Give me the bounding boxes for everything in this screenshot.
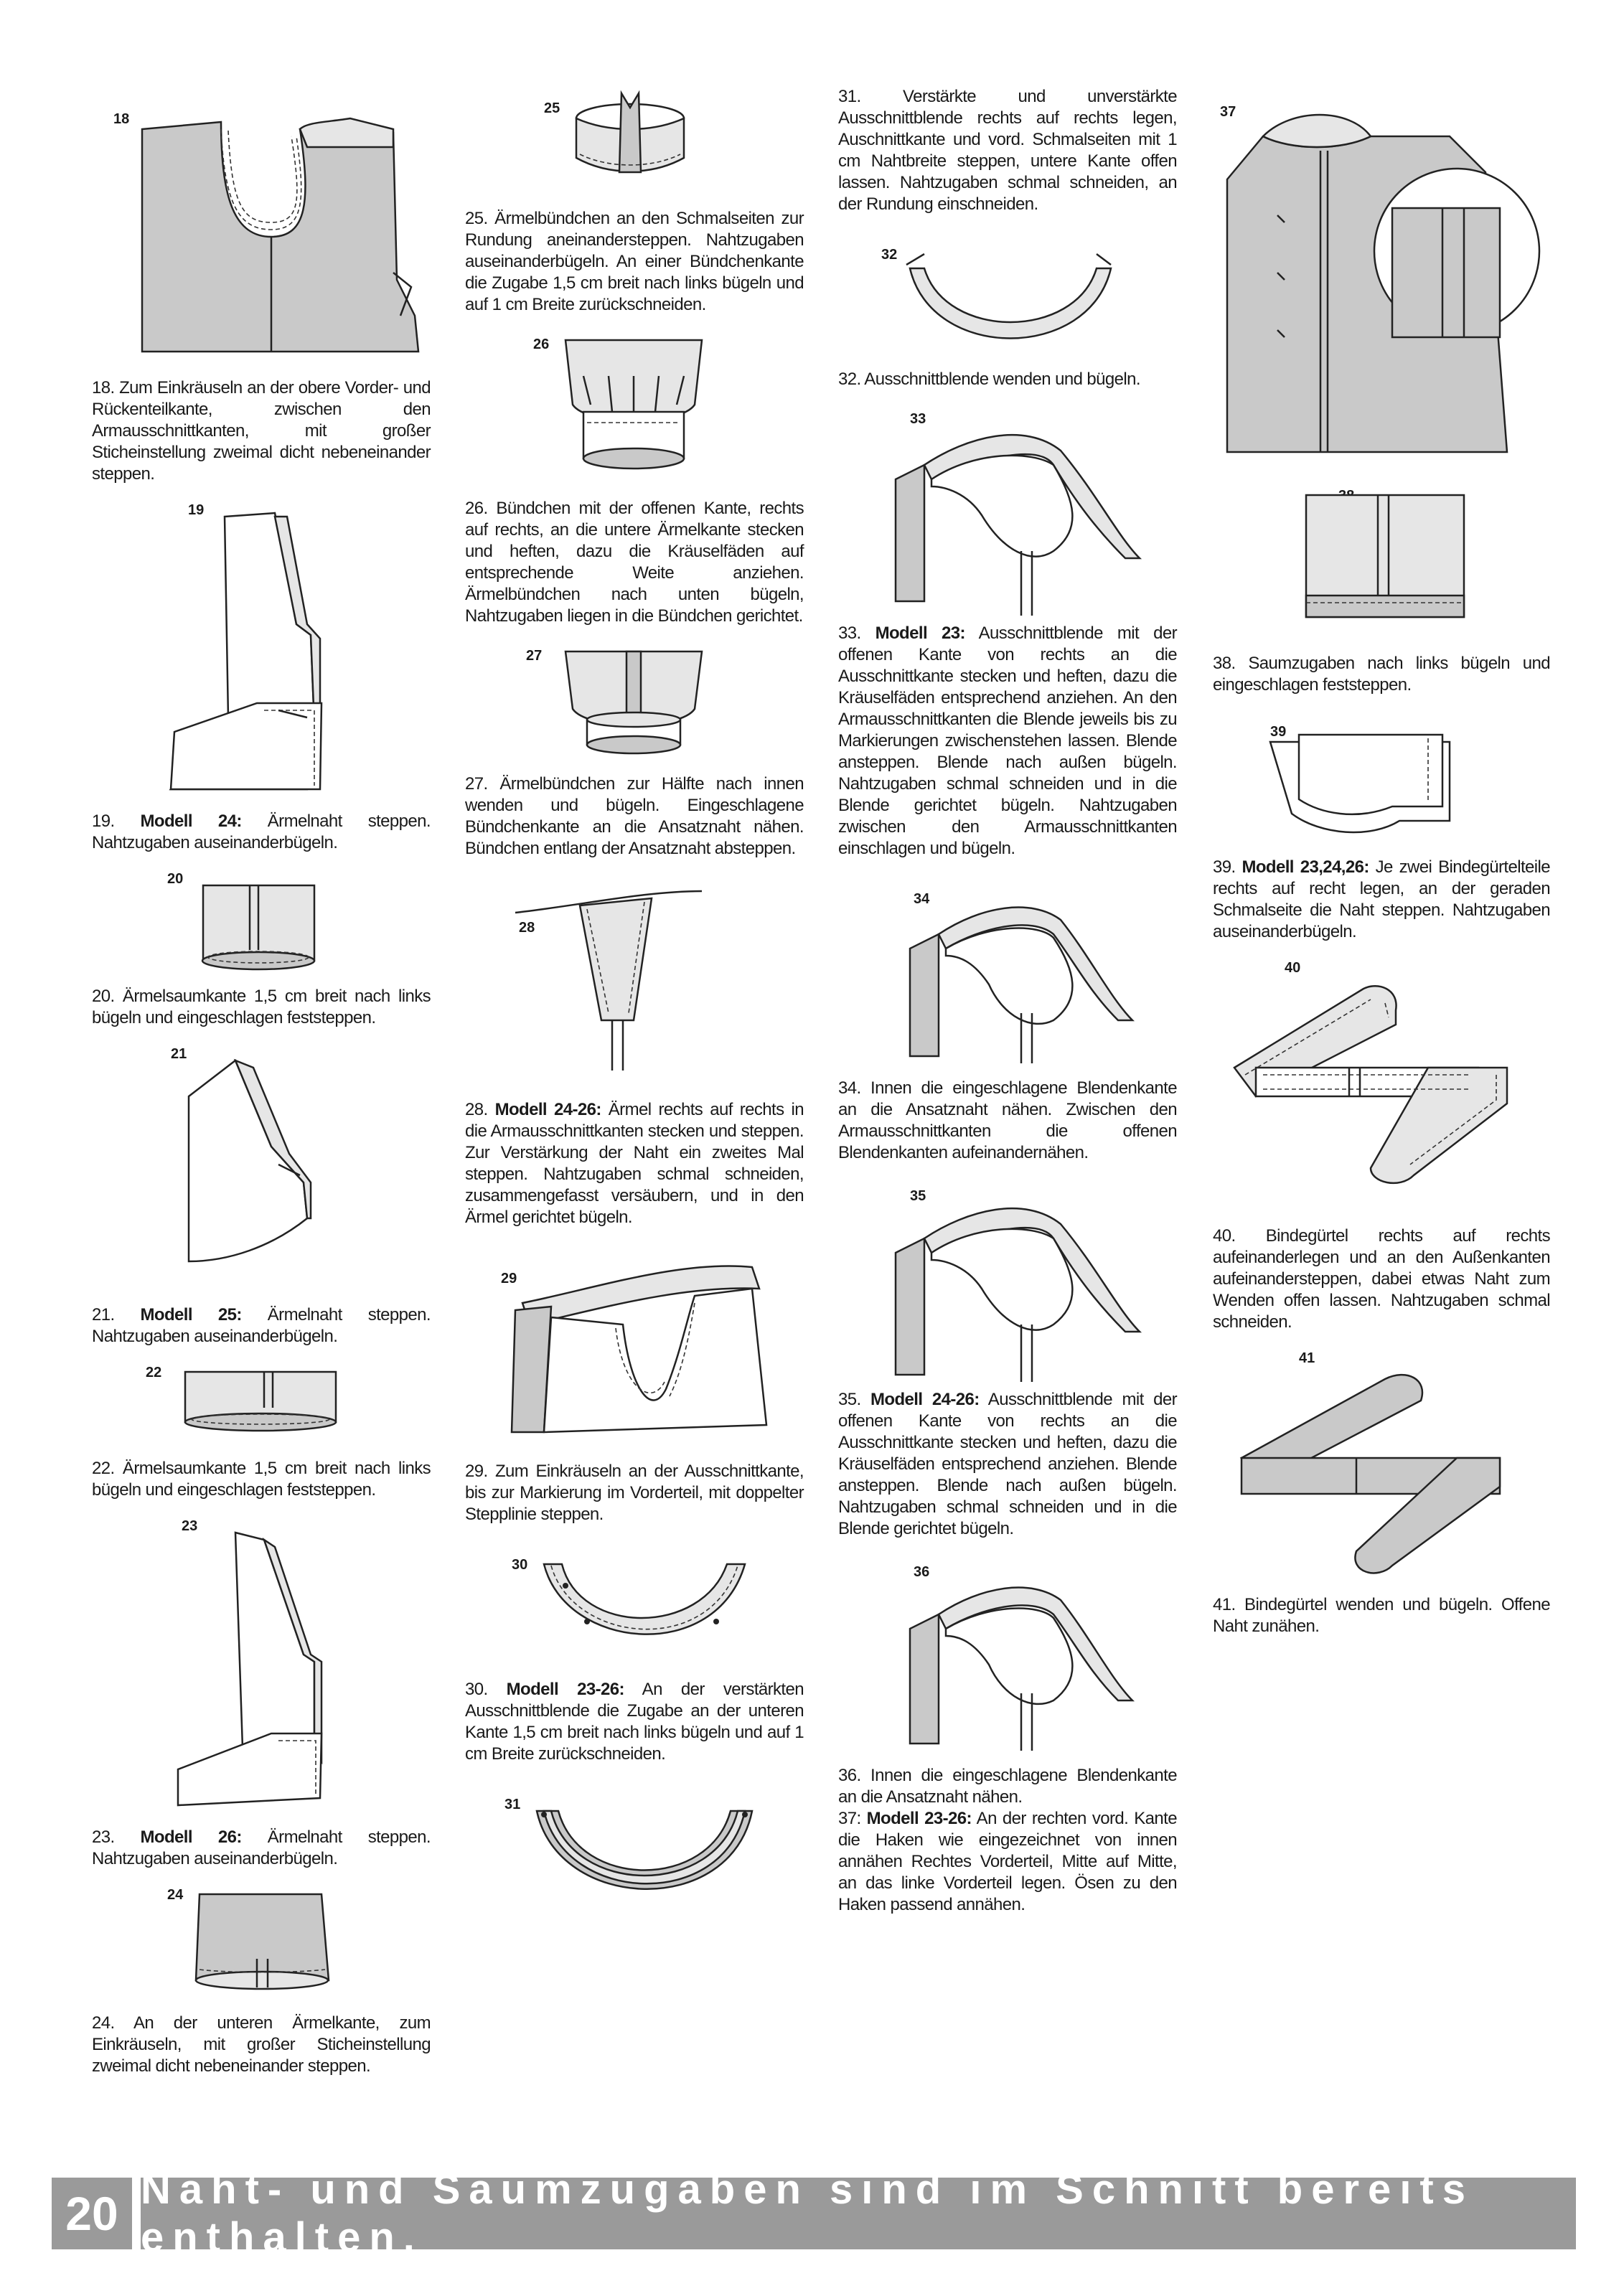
step-31 [465,1782,804,1926]
sleeve-seam-illustration [92,502,431,804]
model-label: Modell 23,24,26: [1242,857,1369,877]
cuff-band-illustration [465,86,804,201]
facing-stitch-illustration [838,877,1177,1071]
figure-number: 39 [1270,724,1287,740]
sleeve-gather-illustration [92,1887,431,2005]
model-label: Modell 23: [875,624,965,643]
sleeve-in-armhole-illustration [465,877,804,1092]
figure-18 [92,79,431,373]
step-text-33 [838,623,1177,860]
figure-27 [465,644,804,766]
figure-23 [92,1518,431,1820]
step-text-25: 25. Ärmelbündchen an den Schmalseiten zur Rundung aneinandersteppen. Nahtzugaben auseinanderbügeln. An einer Bündchenkante die Zugabe 1,5 cm breit nach links bügeln und auf 1 cm Breite zurückschneiden. [465,209,804,314]
sleeve-seam-illustration [92,1046,431,1297]
step-num: 30. [465,1680,507,1699]
step-28 [465,877,804,1092]
step-24 [92,1887,431,2005]
figure-41 [1213,1350,1550,1587]
figure-number: 37 [1220,104,1236,120]
step-body: Ärmel rechts auf rechts in die Armausschnittkanten stecken und steppen. Zur Verstärkung der Naht ein zweites Mal steppen. Nahtzugaben schmal schneiden, zusammengefasst versäubern, und in den Ärmel gerichtet bügeln. [465,1100,804,1227]
step-text-34: 34. Innen die eingeschlagene Blendenkante an die Ansatznaht nähen. Zwischen den Armausschnittkanten die offenen Blendenkanten aufeinandernähen. [838,1078,1177,1162]
column-1 [92,79,431,2094]
figure-32 [838,225,1177,362]
model-label: Modell 23-26: [506,1680,624,1699]
figure-number: 32 [881,247,898,263]
figure-40 [1213,960,1550,1218]
figure-28 [465,877,804,1092]
step-text-19 [92,811,431,854]
step-37 [1213,93,1550,466]
figure-38 [1213,474,1550,646]
step-22 [92,1365,431,1451]
step-19 [92,502,431,804]
sleeve-hem-illustration [92,871,431,979]
figure-29 [465,1246,804,1454]
figure-number: 31 [504,1797,521,1812]
cuff-attach-illustration [465,333,804,491]
figure-30 [465,1543,804,1672]
step-text-26: 26. Bündchen mit der offenen Kante, rechts auf rechts, an die untere Ärmelkante stecken und heften, dazu die Kräuselfäden auf entsprechende Weite anziehen. Ärmelbündchen nach unten bügeln, Nahtzugaben liegen in die Bündchen gerichtet. [465,499,804,626]
step-text-29: 29. Zum Einkräuseln an der Ausschnittkante, bis zur Markierung im Vorderteil, mit doppelter Stepplinie steppen. [465,1462,804,1524]
step-text-27: 27. Ärmelbündchen zur Hälfte nach innen wenden und bügeln. Eingeschlagene Bündchenkante an die Ansatznaht nähen. Bündchen entlang der Ansatznaht absteppen. [465,774,804,858]
figure-26 [465,333,804,491]
neck-facing-turned-illustration [838,225,1177,362]
hem-illustration [1213,474,1550,646]
step-num: 19. [92,811,141,831]
sleeve-seam-illustration [92,1518,431,1820]
figure-36 [838,1557,1177,1758]
step-num: 37: [838,1809,867,1828]
facing-attach-illustration [838,408,1177,616]
hook-eye-closure-illustration [1213,93,1550,466]
step-num: 39. [1213,857,1242,877]
step-39 [1213,713,1550,850]
step-29 [465,1246,804,1454]
model-label: Modell 24: [140,811,242,831]
step-35 [838,1181,1177,1382]
step-33 [838,408,1177,616]
step-num: 33. [838,624,876,643]
figure-31 [465,1782,804,1926]
figure-number: 19 [188,502,205,518]
step-38 [1213,474,1550,646]
step-40 [1213,960,1550,1218]
figure-number: 27 [526,648,543,664]
step-text-20: 20. Ärmelsaumkante 1,5 cm breit nach links bügeln und eingeschlagen feststeppen. [92,987,431,1027]
neck-facing-illustration [465,1782,804,1926]
step-text-38: 38. Saumzugaben nach links bügeln und eingeschlagen feststeppen. [1213,654,1550,695]
step-body: Je zwei Bindegürtelteile rechts auf recht legen, an der geraden Schmalseite die Naht steppen. Nahtzugaben auseinanderbügeln. [1213,857,1550,941]
figure-number: 34 [914,891,930,907]
step-20 [92,871,431,979]
figure-21 [92,1046,431,1297]
step-text-40: 40. Bindegürtel rechts auf rechts aufeinanderlegen und an den Außenkanten aufeinandersteppen, dabei etwas Naht zum Wenden offen lassen. Nahtzugaben schmal schneiden. [1213,1226,1550,1332]
cuff-fold-illustration [465,644,804,766]
belt-stitch-illustration [1213,960,1550,1218]
step-27 [465,644,804,766]
step-30 [465,1543,804,1672]
figure-number: 28 [519,920,535,936]
step-text-32: 32. Ausschnittblende wenden und bügeln. [838,370,1140,389]
step-text-30 [465,1679,804,1765]
step-23 [92,1518,431,1820]
figure-number: 20 [167,871,184,887]
step-36 [838,1557,1177,1758]
figure-number: 26 [533,337,550,352]
figure-number: 41 [1299,1350,1315,1366]
figure-number: 21 [171,1046,187,1062]
column-3 [838,86,1177,1933]
figure-number: 30 [512,1557,528,1573]
step-26 [465,333,804,491]
model-label: Modell 24-26: [494,1100,601,1119]
figure-19 [92,502,431,804]
figure-number: 18 [113,111,130,127]
figure-number: 29 [501,1271,517,1286]
figure-25 [465,86,804,201]
facing-finish-illustration [838,1557,1177,1758]
model-label: Modell 24-26: [870,1390,980,1409]
neckline-gather-illustration [465,1246,804,1454]
step-41 [1213,1350,1550,1587]
step-text-24: 24. An der unteren Ärmelkante, zum Einkräuseln, mit großer Sticheinstellung zweimal dicht nebeneinander steppen. [92,2013,431,2076]
step-text-28 [465,1099,804,1228]
figure-number: 36 [914,1564,930,1580]
belt-seam-illustration [1213,713,1550,850]
figure-35 [838,1181,1177,1382]
step-body: Ärmelnaht steppen. Nahtzugaben auseinanderbügeln. [92,1305,431,1346]
dress-top-gather-illustration [92,79,431,373]
step-text-35 [838,1389,1177,1540]
belt-finished-illustration [1213,1350,1550,1587]
step-body: Ausschnittblende mit der offenen Kante von rechts an die Ausschnittkante stecken und heften, dazu die Kräuselfäden entsprechend anziehen. An den Armausschnittkanten die Blende jeweils bis zu Markierungen zwischenstehen lassen. Blende ansteppen. Blende nach außen bügeln. Nahtzugaben schmal schneiden und in die Blende gerichtet bügeln. Nahtzugaben zwischen den Armausschnittkanten einschlagen und bügeln. [838,624,1177,858]
footer-note: Naht- und Saumzugaben sind im Schnitt bereits enthalten. [141,2178,1576,2249]
step-34 [838,877,1177,1071]
sleeve-hem-illustration [92,1365,431,1451]
step-body: An der verstärkten Ausschnittblende die Zugabe an der unteren Kante 1,5 cm breit nach links bügeln und auf 1 cm Breite zurückschneiden. [465,1680,804,1764]
step-text-36: 36. Innen die eingeschlagene Blendenkante an die Ansatznaht nähen. [838,1766,1177,1807]
figure-number: 35 [910,1188,926,1204]
figure-22 [92,1365,431,1451]
step-num: 23. [92,1827,141,1847]
step-text-21 [92,1304,431,1347]
step-body: Ausschnittblende mit der offenen Kante von rechts an die Ausschnittkante stecken und heften, dazu die Kräuselfäden entsprechend anziehen. Blende ansteppen. Blende nach außen bügeln. Nahtzugaben schmal schneiden und in die Blende gerichtet bügeln. [838,1390,1177,1538]
model-label: Modell 25: [140,1305,242,1325]
figure-number: 24 [167,1887,184,1903]
figure-number: 23 [182,1518,198,1534]
figure-37 [1213,93,1550,466]
page-number: 20 [52,2178,132,2249]
step-text-31: 31. Verstärkte und unverstärkte Ausschnittblende rechts auf rechts legen, Auschnittkante und vord. Schmalseiten mit 1 cm Nahtbreite steppen, untere Kante offen lassen. Nahtzugaben schmal schneiden, an der Rundung einschneiden. [838,87,1177,214]
figure-number: 22 [146,1365,162,1380]
step-body: Ärmelnaht steppen. Nahtzugaben auseinanderbügeln. [92,1827,431,1868]
step-num: 21. [92,1305,141,1325]
figure-24 [92,1887,431,2005]
figure-39 [1213,713,1550,850]
step-25 [465,86,804,201]
step-18 [92,79,431,373]
step-num: 28. [465,1100,495,1119]
figure-20 [92,871,431,979]
column-4 [1213,93,1550,1655]
step-text-22: 22. Ärmelsaumkante 1,5 cm breit nach links bügeln und eingeschlagen feststeppen. [92,1459,431,1500]
facing-attach-illustration [838,1181,1177,1382]
step-body: An der rechten vord. Kante die Haken wie eingezeichnet von innen annähen Rechtes Vorderteil, Mitte auf Mitte, an das linke Vorderteil legen. Ösen zu den Haken passend annähen. [838,1809,1177,1914]
page-footer [0,2166,1624,2261]
step-text-18: 18. Zum Einkräuseln an der obere Vorder- und Rückenteilkante, zwischen den Armausschnittkanten, mit großer Sticheinstellung zweimal dicht nebeneinander steppen. [92,378,431,484]
neck-facing-illustration [465,1543,804,1672]
step-32 [838,225,1177,362]
step-num: 35. [838,1390,871,1409]
figure-number: 33 [910,411,926,427]
figure-34 [838,877,1177,1071]
step-text-23 [92,1827,431,1870]
figure-33 [838,408,1177,616]
step-text-41: 41. Bindegürtel wenden und bügeln. Offene Naht zunähen. [1213,1595,1550,1636]
column-2 [465,86,804,1933]
figure-number: 40 [1285,960,1301,976]
step-text-39 [1213,857,1550,943]
model-label: Modell 26: [140,1827,242,1847]
step-text-37 [838,1808,1177,1916]
model-label: Modell 23-26: [866,1809,972,1828]
step-21 [92,1046,431,1297]
step-body: Ärmelnaht steppen. Nahtzugaben auseinanderbügeln. [92,811,431,852]
figure-number: 25 [544,100,560,116]
